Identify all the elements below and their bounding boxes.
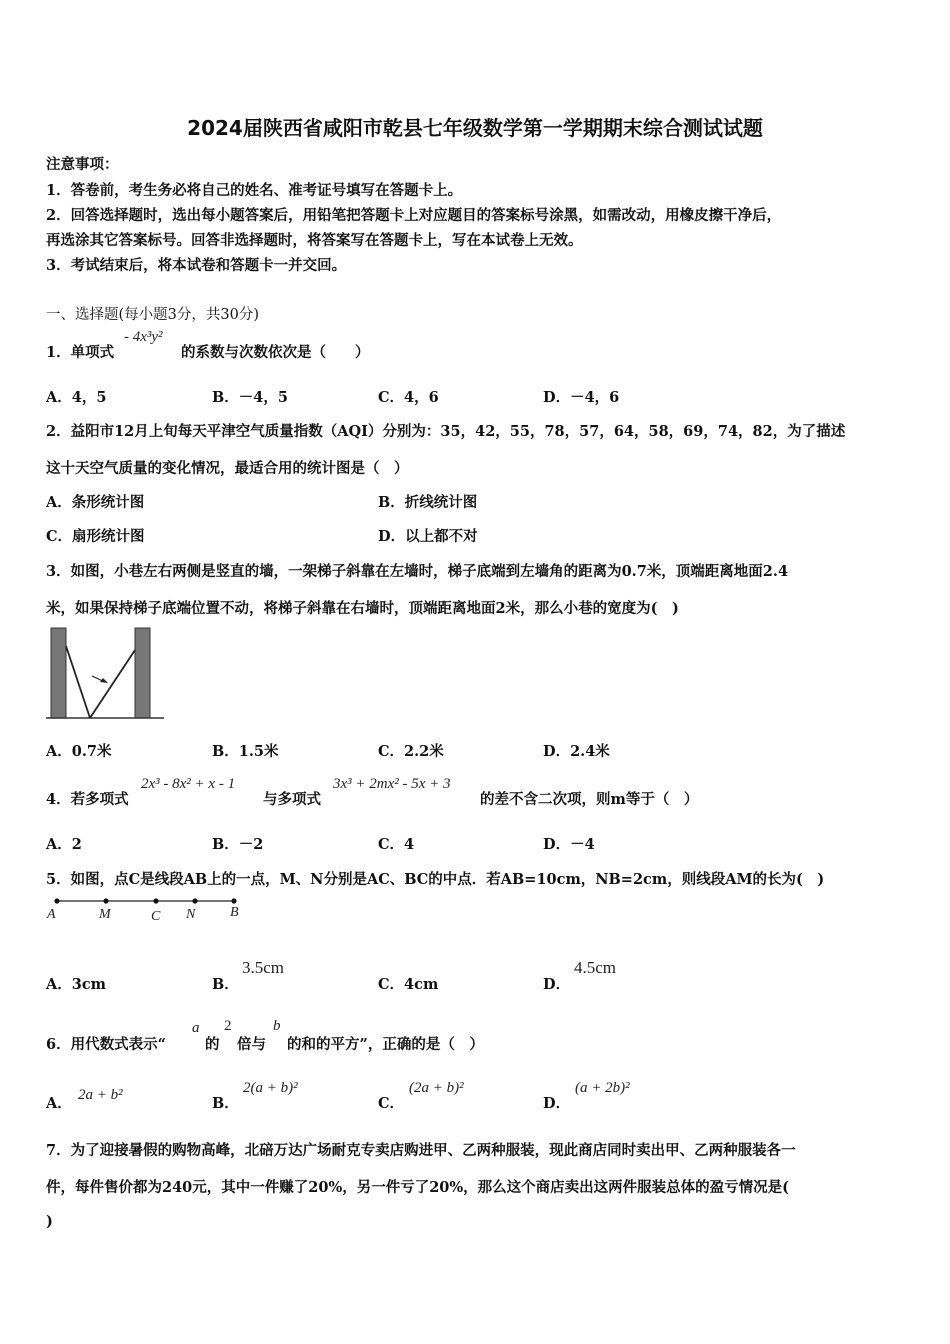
point-c-dot [153, 898, 158, 903]
q4-expression-1: 2x³ - 8x² + x - 1 [141, 776, 236, 792]
point-m-label: M [99, 907, 111, 922]
note-2-line-1: 2．回答选择题时，选出每小题答案后，用铅笔把答题卡上对应题目的答案标号涂黑，如需改动，用橡皮擦干净后， [46, 207, 782, 224]
q4-option-d: D．－4 [543, 836, 595, 853]
q4-option-b: B．－2 [212, 836, 264, 853]
point-b-label: B [230, 905, 239, 920]
q6-stem-end: 的和的平方”，正确的是（ ） [287, 1036, 484, 1053]
q6-option-b-expr: 2(a + b)² [243, 1080, 298, 1096]
q6-var-a: a [192, 1020, 200, 1036]
ladder-alley-figure [44, 624, 168, 722]
q6-option-a-label: A． [46, 1095, 72, 1112]
q6-stem-de: 的 [205, 1036, 220, 1053]
q5-option-d-label: D． [543, 976, 571, 993]
q6-option-d-label: D． [543, 1095, 571, 1112]
q5-option-b-label: B． [212, 976, 239, 993]
q4-stem-end: 的差不含二次项，则m等于（ ） [480, 791, 699, 808]
q1-option-d: D．－4，6 [543, 389, 620, 406]
ladder-right-position [90, 650, 135, 718]
q5-option-c: C．4cm [378, 976, 439, 993]
point-n-dot [192, 898, 197, 903]
notes-heading: 注意事项： [46, 156, 119, 173]
arrow-head-icon [100, 678, 108, 683]
q1-option-c: C．4，6 [378, 389, 439, 406]
q7-stem-line-2: 件，每件售价都为240元，其中一件赚了20%，另一件亏了20%，那么这个商店卖出这两件服装总体的盈亏情况是( [46, 1179, 790, 1196]
point-m-dot [103, 898, 108, 903]
q2-option-c: C．扇形统计图 [46, 528, 145, 545]
q6-stem-bei: 倍与 [237, 1036, 266, 1053]
q3-option-d: D．2.4米 [543, 743, 610, 760]
q1-stem-start: 1．单项式 [46, 344, 115, 361]
q1-option-a: A．4，5 [46, 389, 107, 406]
q2-option-b: B．折线统计图 [378, 494, 478, 511]
q4-option-a: A．2 [46, 836, 82, 853]
q6-option-b-label: B． [212, 1095, 239, 1112]
q3-option-c: C．2.2米 [378, 743, 444, 760]
page-title: 2024届陕西省咸阳市乾县七年级数学第一学期期末综合测试试题 [187, 116, 763, 140]
q7-stem-line-3: ) [46, 1213, 53, 1230]
q4-expression-2: 3x³ + 2mx² - 5x + 3 [333, 776, 451, 792]
q1-expression: - 4x³y² [124, 329, 163, 345]
left-wall [51, 628, 66, 718]
q6-number-two: 2 [224, 1018, 232, 1034]
q3-option-a: A．0.7米 [46, 743, 112, 760]
q2-option-a: A．条形统计图 [46, 494, 145, 511]
q7-stem-line-1: 7．为了迎接暑假的购物高峰，北碚万达广场耐克专卖店购进甲、乙两种服装，现此商店同时卖出甲、乙两种服装各一 [46, 1142, 796, 1159]
q4-stem-start: 4．若多项式 [46, 791, 129, 808]
ladder-left-position [66, 646, 90, 718]
q3-stem-line-2: 米，如果保持梯子底端位置不动，将梯子斜靠在右墙时，顶端距离地面2米，那么小巷的宽度为( ) [46, 600, 679, 617]
q6-option-a-expr: 2a + b² [78, 1087, 123, 1103]
q4-stem-mid: 与多项式 [263, 791, 321, 808]
point-b-dot [231, 898, 236, 903]
point-n-label: N [186, 907, 196, 922]
q6-var-b: b [273, 1018, 281, 1034]
q6-option-c-expr: (2a + b)² [409, 1080, 464, 1096]
q5-stem: 5．如图，点C是线段AB上的一点，M、N分别是AC、BC的中点．若AB=10cm，NB=2cm，则线段AM的长为( ) [46, 871, 825, 888]
point-a-label: A [47, 907, 56, 922]
section-heading: 一、选择题(每小题3分，共30分) [46, 307, 259, 323]
q4-option-c: C．4 [378, 836, 415, 853]
q1-stem-end: 的系数与次数依次是（ ） [181, 344, 370, 361]
q1-option-b: B．－4，5 [212, 389, 288, 406]
q5-option-a: A．3cm [46, 976, 107, 993]
note-1: 1．答卷前，考生务必将自己的姓名、准考证号填写在答题卡上。 [46, 182, 463, 199]
note-2-line-2: 再选涂其它答案标号。回答非选择题时，将答案写在答题卡上，写在本试卷上无效。 [46, 232, 583, 249]
q5-option-b-value: 3.5cm [242, 958, 285, 977]
q3-option-b: B．1.5米 [212, 743, 279, 760]
note-3: 3．考试结束后，将本试卷和答题卡一并交回。 [46, 257, 347, 274]
segment-figure [44, 892, 248, 928]
right-wall [135, 628, 150, 718]
point-a-dot [54, 898, 59, 903]
q5-option-d-value: 4.5cm [574, 958, 617, 977]
q6-option-d-expr: (a + 2b)² [575, 1080, 630, 1096]
q2-stem-line-1: 2．益阳市12月上旬每天平津空气质量指数（AQI）分别为：35，42，55，78，57，64，58，69，74，82，为了描述 [46, 423, 846, 440]
q2-option-d: D．以上都不对 [378, 528, 478, 545]
q6-stem-start: 6．用代数式表示“ [46, 1036, 166, 1053]
point-c-label: C [151, 909, 161, 924]
q2-stem-line-2: 这十天空气质量的变化情况，最适合用的统计图是（ ） [46, 460, 409, 477]
q6-option-c-label: C． [378, 1095, 405, 1112]
q3-stem-line-1: 3．如图，小巷左右两侧是竖直的墙，一架梯子斜靠在左墙时，梯子底端到左墙角的距离为0.7米，顶端距离地面2.4 [46, 563, 789, 580]
